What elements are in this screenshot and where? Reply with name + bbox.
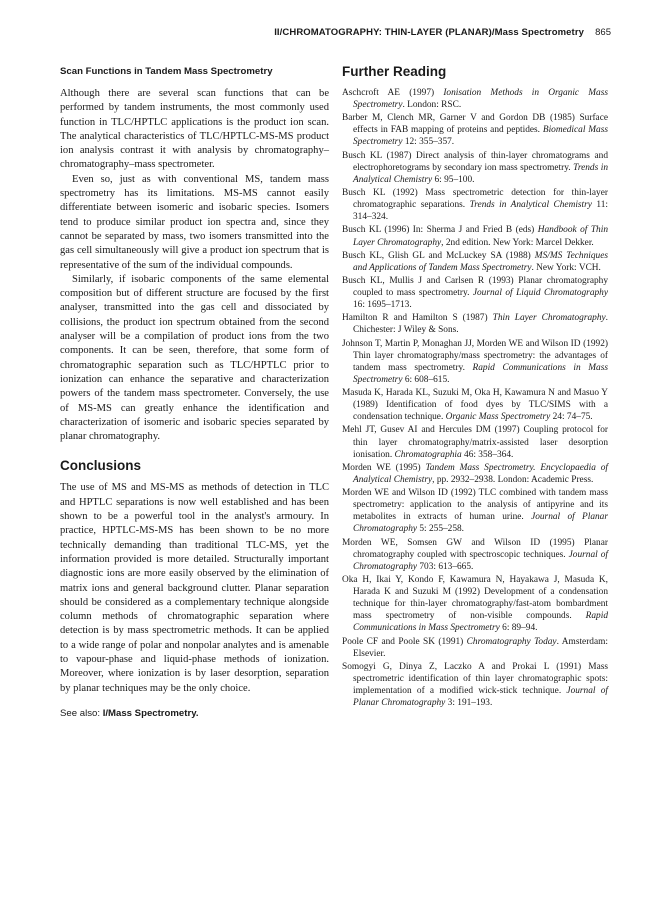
reference-item: Busch KL (1996) In: Sherma J and Fried B (eds) Handbook of Thin Layer Chromatography, 2nd edition. New York: Marcel Dekker. bbox=[342, 225, 608, 248]
left-column bbox=[60, 64, 329, 719]
reference-item: Mehl JT, Gusev AI and Hercules DM (1997) Coupling protocol for thin layer chromatography/matrix-assisted laser desorption ionisation. Chromatographia 46: 358–364. bbox=[342, 425, 608, 460]
scan-paragraph-3: Similarly, if isobaric components of the same elemental composition but of different structure are focused by the first analyser, transmitted into the gas cell and dissociated by collisions, the product ion spectrum obtained from the second analyser will be a compilation of product ions from the two components. It can be seen, therefore, that some form of chromatographic separation such as TLC/HPTLC prior to ionization can enhance the separative and characterization powers of the tandem mass spectrometer. Conversely, the use of MS-MS can greatly enhance the identification and characterization of isomeric and isobaric species separated by planar chromatography. bbox=[60, 273, 329, 443]
running-title: II/CHROMATOGRAPHY: THIN-LAYER (PLANAR)/Mass Spectrometry bbox=[274, 27, 584, 38]
reference-item: Busch KL, Mullis J and Carlsen R (1993) Planar chromatography coupled to mass spectrometry. Journal of Liquid Chromatography 16: 1695–1713. bbox=[342, 275, 608, 311]
reference-item: Morden WE (1995) Tandem Mass Spectrometry. Encyclopaedia of Analytical Chemistry, pp. 2932–2938. London: Academic Press. bbox=[342, 462, 609, 485]
reference-item: Poole CF and Poole SK (1991) Chromatography Today. Amsterdam: Elsevier. bbox=[342, 636, 608, 659]
reference-list bbox=[342, 87, 608, 709]
see-also bbox=[60, 708, 329, 719]
see-also-link[interactable]: I/Mass Spectrometry. bbox=[102, 707, 199, 719]
reference-item: Barber M, Clench MR, Garner V and Gordon DB (1985) Surface effects in FAB mapping of proteins and peptides. Biomedical Mass Spectrometry 12: 355–357. bbox=[342, 113, 608, 148]
reference-item: Morden WE and Wilson ID (1992) TLC combined with tandem mass spectrometry: application to the analysis of antipyrine and its metabolites in extracts of human urine. Journal of Planar Chromatography 5: 255–258. bbox=[342, 488, 608, 535]
page-number: 865 bbox=[595, 27, 611, 38]
reference-item: Somogyi G, Dinya Z, Laczko A and Prokai L (1991) Mass spectrometric identification of thin layer chromatographic spots: implementation of a modified wick-stick technique. Journal of Planar Chromatography 3: 191–193. bbox=[342, 661, 609, 709]
conclusions-heading: Conclusions bbox=[60, 458, 142, 474]
reference-item: Busch KL (1987) Direct analysis of thin-layer chromatograms and electrophoretograms by secondary ion mass spectrometry. Trends in Analytical Chemistry 6: 95–100. bbox=[342, 150, 609, 185]
reference-item: Johnson T, Martin P, Monaghan JJ, Morden WE and Wilson ID (1992) Thin layer chromatography/mass spectrometry: the advantages of tandem mass spectrometry. Rapid Communications in Mass Spectrometry 6: 608–615. bbox=[342, 338, 609, 385]
reference-item: Morden WE, Somsen GW and Wilson ID (1995) Planar chromatography coupled with spectroscopic techniques. Journal of Chromatography 703: 613–665. bbox=[342, 537, 609, 572]
further-reading-heading: Further Reading bbox=[342, 64, 447, 79]
reference-item: Oka H, Ikai Y, Kondo F, Kawamura N, Hayakawa J, Masuda K, Harada K and Suzuki M (1992) Development of a condensation technique for thin-layer chromatography/fast-atom bombardment mass spectrometry of non-visible compounds. Rapid Communications in Mass Spectrometry 6: 89–94. bbox=[342, 574, 608, 634]
scan-functions-subheading: Scan Functions in Tandem Mass Spectrometry bbox=[60, 66, 273, 77]
scan-paragraph-1: Although there are several scan functions that can be performed by tandem instruments, the most commonly used function in TLC/HPTLC applications is the product ion scan. The analytical characteristics of TLC/HPTLC-MS-MS product ion analysis contrast it with analysis by chromatography–chromatography–mass spectrometer. bbox=[60, 88, 329, 171]
reference-item: Aschcroft AE (1997) Ionisation Methods in Organic Mass Spectrometry. London: RSC. bbox=[342, 88, 608, 111]
running-header bbox=[0, 27, 668, 43]
right-column bbox=[342, 64, 608, 710]
reference-item: Busch KL (1992) Mass spectrometric detection for thin-layer chromatographic separations. Trends in Analytical Chemistry 11: 314–324. bbox=[342, 188, 608, 223]
reference-item: Hamilton R and Hamilton S (1987) Thin Layer Chromatography. Chichester: J Wiley & Sons. bbox=[342, 313, 608, 336]
see-also-label: See also: bbox=[60, 707, 101, 719]
reference-item: Busch KL, Glish GL and McLuckey SA (1988) MS/MS Techniques and Applications of Tandem Mass Spectrometry. New York: VCH. bbox=[342, 250, 609, 273]
reference-item: Masuda K, Harada KL, Suzuki M, Oka H, Kawamura N and Masuo Y (1989) Identification of food dyes by TLC/SIMS with a condensation technique. Organic Mass Spectrometry 24: 74–75. bbox=[342, 388, 608, 423]
conclusions-paragraph: The use of MS and MS-MS as methods of detection in TLC and HPTLC separations is now well established and has been shown to be a powerful tool in the analyst's armoury. In practice, HPTLC-MS-MS has been shown to be no more technically demanding than traditional TLC-MS, yet the information provided is more detailed. Structurally important diagnostic ions are more easily observed by the elimination of matrix ions and general background clutter. Planar separation should be considered as a complementary technique alongside column methods of chromatographic separation where detection is by mass spectrometric methods. It can be applied to a wide range of polar and nonpolar analytes and is amenable to vapour-phase and liquid-phase methods of ionization. Moreover, where ionization is by laser desorption, separation by planar techniques may be the only choice. bbox=[60, 482, 329, 694]
scan-paragraph-2: Even so, just as with conventional MS, tandem mass spectrometry has its limitations. MS-MS cannot easily differentiate between isomeric and isobaric species. Isomers tend to produce similar product ion spectra and, since they cannot be separated by mass, two isomers transmitted into the gas cell simultaneously will give a product ion spectrum that is representative of the sum of the individual compounds. bbox=[60, 173, 329, 271]
